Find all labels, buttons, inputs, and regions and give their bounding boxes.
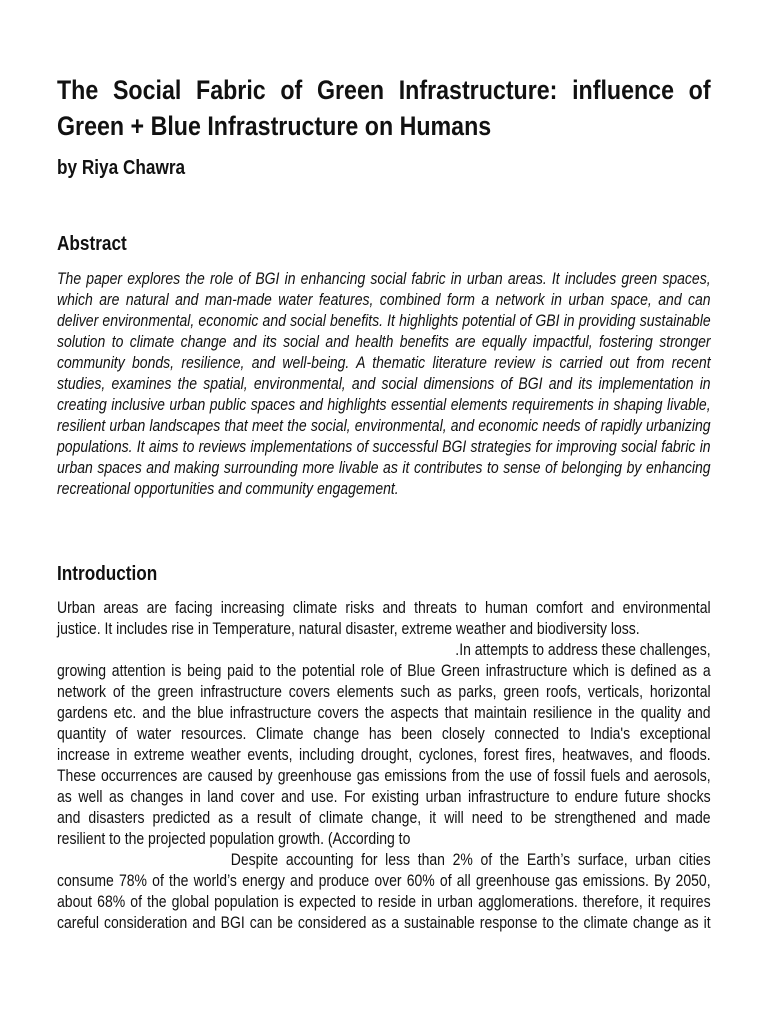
paper-title: The Social Fabric of Green Infrastructure: influence of Green + Blue Infrastructure on Humans — [57, 75, 711, 141]
intro-line: resilient to the projected population growth. (According to — [57, 830, 411, 848]
intro-line: Despite accounting for less than 2% of the Earth’s surface, urban cities — [230, 851, 711, 869]
paper-page — [57, 72, 711, 932]
intro-line: and disasters predicted as a result of climate change, it will need to be strengthened and made — [57, 809, 711, 827]
intro-line: consume 78% of the world’s energy and produce over 60% of all greenhouse gas emissions. By 2050, — [57, 872, 711, 890]
abstract-body — [57, 269, 711, 500]
intro-line: .In attempts to address these challenges, — [455, 641, 711, 659]
paper-author: by Riya Chawra — [57, 157, 186, 179]
intro-line: network of the green infrastructure covers elements such as parks, green roofs, verticals, horizontal — [57, 683, 711, 701]
introduction-body — [57, 598, 711, 934]
intro-line: justice. It includes rise in Temperature, natural disaster, extreme weather and biodiversity loss. — [57, 620, 640, 638]
abstract-heading: Abstract — [57, 233, 127, 255]
abstract-text: The paper explores the role of BGI in enhancing social fabric in urban areas. It includes green spaces, which are natural and man-made water features, combined form a network in urban space, and can deliver environmental, economic and social benefits. It highlights potential of GBI in providing sustainable solution to climate change and its social and health benefits are equally impactful, fostering stronger community bonds, resilience, and well-being. A thematic literature review is carried out from recent studies, examines the spatial, environmental, and social dimensions of BGI and its implementation in creating inclusive urban public spaces and highlights essential elements requirements in shaping livable, resilient urban landscapes that meet the social, environmental, and economic needs of rapidly urbanizing populations. It aims to reviews implementations of successful BGI strategies for improving social fabric in urban spaces and making surrounding more livable as it contributes to sense of belonging by enhancing recreational opportunities and community engagement. — [57, 270, 711, 498]
intro-line: as well as changes in land cover and use. For existing urban infrastructure to endure future shocks — [57, 788, 711, 806]
intro-line: increase in extreme weather events, including drought, cyclones, forest fires, heatwaves, and floods. — [57, 746, 711, 764]
intro-line: quantity of water resources. Climate change has been closely connected to India's exceptional — [57, 725, 711, 743]
introduction-heading: Introduction — [57, 563, 158, 585]
intro-line: These occurrences are caused by greenhouse gas emissions from the use of fossil fuels and aerosols, — [57, 767, 711, 785]
intro-line: careful consideration and BGI can be considered as a sustainable response to the climate change as it — [57, 914, 711, 932]
intro-line: about 68% of the global population is expected to reside in urban agglomerations. therefore, it requires — [57, 893, 711, 911]
intro-line: Urban areas are facing increasing climate risks and threats to human comfort and environmental — [57, 599, 711, 617]
intro-line: growing attention is being paid to the potential role of Blue Green infrastructure which is defined as a — [57, 662, 711, 680]
intro-line: gardens etc. and the blue infrastructure covers the aspects that maintain resilience in the quality and — [57, 704, 711, 722]
